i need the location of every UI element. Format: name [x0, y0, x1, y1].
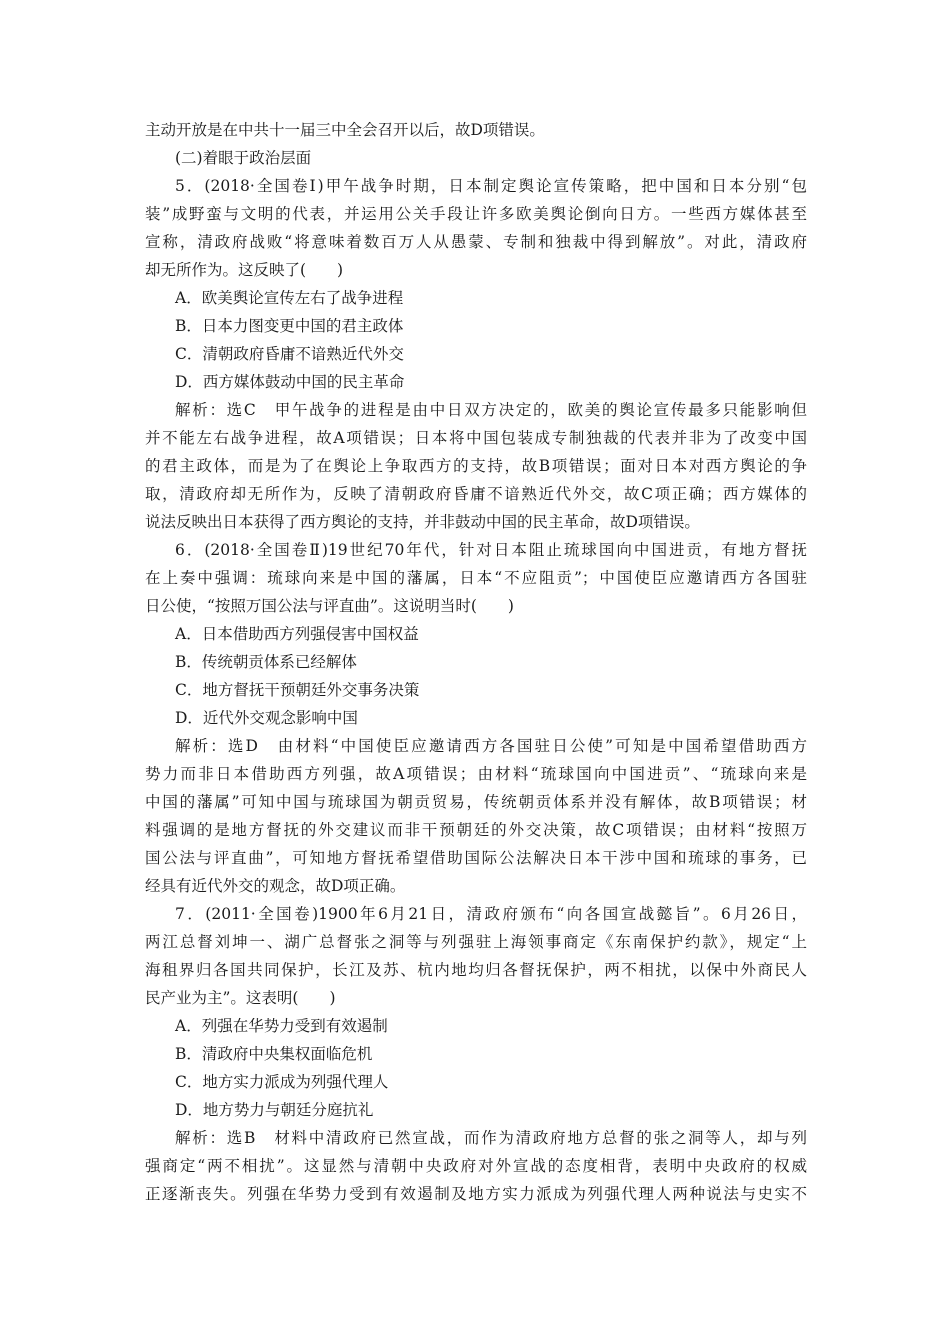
- question-6-option-b: B．传统朝贡体系已经解体: [175, 653, 357, 671]
- question-6-stem: 6．(2018·全国卷Ⅱ)19世纪70年代，针对日本阻止琉球国向中国进贡，有地方督抚: [175, 541, 807, 559]
- question-5-option-c: C．清朝政府昏庸不谙熟近代外交: [175, 345, 404, 363]
- section-heading: (二)着眼于政治层面: [175, 149, 312, 167]
- question-7-stem: 两江总督刘坤一、湖广总督张之洞等与列强驻上海领事商定《东南保护约款》，规定“上: [145, 933, 807, 951]
- question-5-option-d: D．西方媒体鼓动中国的民主革命: [175, 373, 405, 391]
- question-7-option-c: C．地方实力派成为列强代理人: [175, 1073, 389, 1091]
- question-5-analysis: 取，清政府却无所作为，反映了清朝政府昏庸不谙熟近代外交，故C项正确；西方媒体的: [145, 485, 807, 503]
- question-6-analysis: 国公法与评直曲”，可知地方督抚希望借助国际公法解决日本干涉中国和琉球的事务，已: [145, 849, 807, 867]
- question-6-analysis: 经具有近代外交的观念，故D项正确。: [145, 877, 406, 895]
- question-5-stem: 却无所作为。这反映了( ): [145, 261, 344, 279]
- question-7-option-d: D．地方势力与朝廷分庭抗礼: [175, 1101, 374, 1119]
- question-6-option-c: C．地方督抚干预朝廷外交事务决策: [175, 681, 420, 699]
- question-5-analysis: 并不能左右战争进程，故A项错误；日本将中国包装成专制独裁的代表并非为了改变中国: [145, 429, 807, 447]
- question-5-stem: 装”成野蛮与文明的代表，并运用公关手段让许多欧美舆论倒向日方。一些西方媒体甚至: [145, 205, 807, 223]
- question-5-analysis: 说法反映出日本获得了西方舆论的支持，并非鼓动中国的民主革命，故D项错误。: [145, 513, 700, 531]
- question-6-option-d: D．近代外交观念影响中国: [175, 709, 358, 727]
- question-5-option-b: B．日本力图变更中国的君主政体: [175, 317, 404, 335]
- question-6-analysis: 料强调的是地方督抚的外交建议而非干预朝廷的外交决策，故C项错误；由材料“按照万: [145, 821, 807, 839]
- question-6-stem: 在上奏中强调：琉球向来是中国的藩属，日本“不应阻贡”；中国使臣应邀请西方各国驻: [145, 569, 807, 587]
- question-6-analysis: 势力而非日本借助西方列强，故A项错误；由材料“琉球国向中国进贡”、“琉球向来是: [145, 765, 807, 783]
- question-7-option-a: A．列强在华势力受到有效遏制: [175, 1017, 388, 1035]
- question-7-stem: 7．(2011·全国卷)1900年6月21日，清政府颁布“向各国宣战懿旨”。6月26日，: [175, 905, 807, 923]
- question-7-option-b: B．清政府中央集权面临危机: [175, 1045, 373, 1063]
- question-7-analysis: 正逐渐丧失。列强在华势力受到有效遏制及地方实力派成为列强代理人两种说法与史实不: [145, 1185, 807, 1203]
- question-6-analysis: 中国的藩属”可知中国与琉球国为朝贡贸易，传统朝贡体系并没有解体，故B项错误；材: [145, 793, 807, 811]
- question-5-stem: 宣称，清政府战败“将意味着数百万人从愚蒙、专制和独裁中得到解放”。对此，清政府: [145, 233, 807, 251]
- question-7-analysis: 强商定“两不相扰”。这显然与清朝中央政府对外宣战的态度相背，表明中央政府的权威: [145, 1157, 807, 1175]
- question-5-option-a: A．欧美舆论宣传左右了战争进程: [175, 289, 404, 307]
- question-5-analysis: 解析：选C 甲午战争的进程是由中日双方决定的，欧美的舆论宣传最多只能影响但: [175, 401, 807, 419]
- question-7-stem: 民产业为主”。这表明( ): [145, 989, 336, 1007]
- question-5-analysis: 的君主政体，而是为了在舆论上争取西方的支持，故B项错误；面对日本对西方舆论的争: [145, 457, 807, 475]
- text-line: 主动开放是在中共十一届三中全会召开以后，故D项错误。: [145, 121, 545, 139]
- question-5-stem: 5．(2018·全国卷Ⅰ)甲午战争时期，日本制定舆论宣传策略，把中国和日本分别“包: [175, 177, 807, 195]
- question-7-stem: 海租界归各国共同保护，长江及苏、杭内地均归各督抚保护，两不相扰，以保中外商民人: [145, 961, 807, 979]
- question-6-option-a: A．日本借助西方列强侵害中国权益: [175, 625, 419, 643]
- question-6-analysis: 解析：选D 由材料“中国使臣应邀请西方各国驻日公使”可知是中国希望借助西方: [175, 737, 807, 755]
- question-6-stem: 日公使，“按照万国公法与评直曲”。这说明当时( ): [145, 597, 514, 615]
- question-7-analysis: 解析：选B 材料中清政府已然宣战，而作为清政府地方总督的张之洞等人，却与列: [175, 1129, 807, 1147]
